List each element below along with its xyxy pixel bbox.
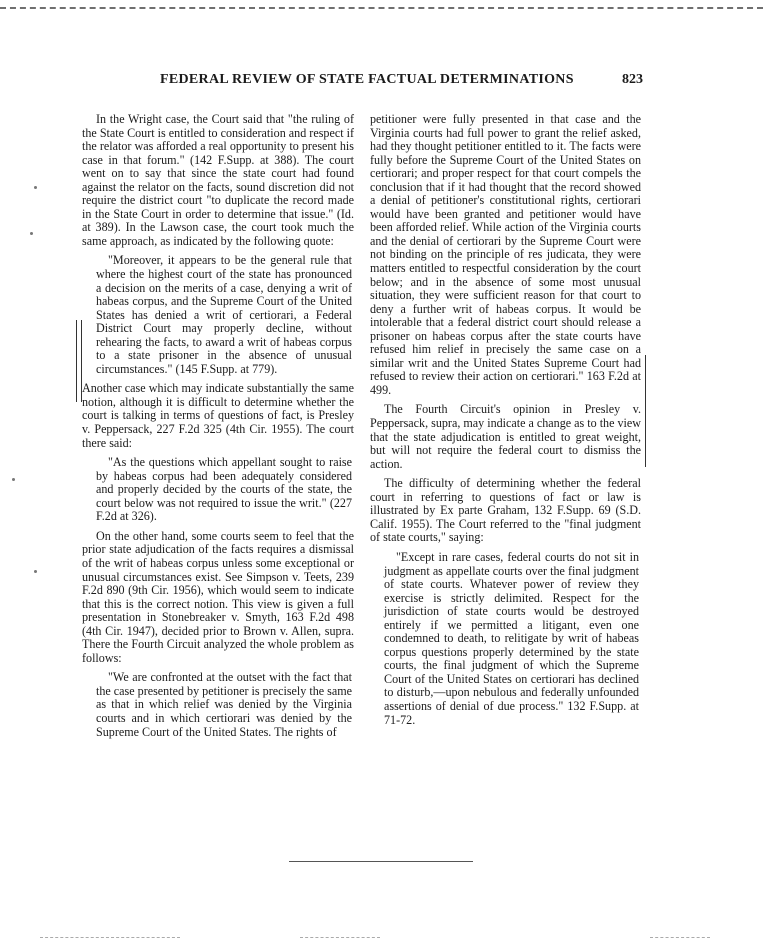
running-head: [0, 72, 763, 92]
scan-speck: [34, 570, 37, 573]
scan-footer-mark: [40, 937, 180, 938]
end-rule: [289, 861, 473, 862]
right-column: [370, 113, 641, 727]
scan-footer-mark: [650, 937, 710, 938]
paragraph-presley: Another case which may indicate substantially the same notion, although it is difficult to determine whether the court is talking in terms of questions of fact, is Presley v. Peppersack, 227 F.2d 325 (4th Cir. 1955). The court there said:: [82, 381, 354, 450]
margin-bracket-left: [76, 320, 82, 402]
paragraph-fourth-circuit: The Fourth Circuit's opinion in Presley v. Peppersack, supra, may indicate a change as to the view that the state adjudication is entitled to great weight, but will not require the federal court to dismiss the action.: [370, 402, 641, 471]
page-number: 823: [622, 72, 643, 87]
scan-top-border: [0, 7, 763, 9]
block-quote-lawson: "Moreover, it appears to be the general rule that where the highest court of the state has pronounced a decision on the merits of a case, denying a writ of habeas corpus, and the Supreme Court of the United States has denied a writ of certiorari, a Federal District Court may properly decline, without rehearing the facts, to award a writ of habeas corpus to a state prisoner in the absence of unusual circumstances." (145 F.Supp. at 779).: [96, 253, 352, 376]
paragraph-graham: The difficulty of determining whether the federal court in referring to questions of fact or law is illustrated by Ex parte Graham, 132 F.Supp. 69 (S.D. Calif. 1955). The Court referred to the "final judgment of state courts," saying:: [370, 476, 641, 545]
block-quote-presley: "As the questions which appellant sought to raise by habeas corpus had been adequately considered and properly decided by the courts of the state, the court below was not required to issue the writ." (227 F.2d at 326).: [96, 455, 352, 524]
page-title: FEDERAL REVIEW OF STATE FACTUAL DETERMINATIONS: [160, 72, 574, 87]
block-quote-stonebreaker: "We are confronted at the outset with the fact that the case presented by petitioner is precisely the same as that in which relief was denied by the Virginia courts and in which certiorari was denied by the Supreme Court of the United States. The rights of: [96, 670, 352, 739]
scan-speck: [12, 478, 15, 481]
paragraph-stonebreaker: On the other hand, some courts seem to feel that the prior state adjudication of the facts requires a dismissal of the writ of habeas corpus unless some exceptional or unusual circumstances exist. See Simpson v. Teets, 239 F.2d 890 (9th Cir. 1956), which would seem to indicate that this is the correct notion. This view is given a full presentation in Stonebreaker v. Smyth, 163 F.2d 498 (4th Cir. 1947), decided prior to Brown v. Allen, supra. There the Fourth Circuit analyzed the whole problem as follows:: [82, 528, 354, 665]
block-quote-graham: "Except in rare cases, federal courts do not sit in judgment as appellate courts over the final judgment of state courts. Whatever power of review they exercise is strictly delimited. Respect for the jurisdiction of state courts would be destroyed entirely if we permitted a litigant, even one condemned to death, to relitigate by writ of habeas corpus questions properly determined by the state courts, the final judgment of which the Supreme Court of the United States on certiorari has declined to disturb,—upon nebulous and federally unfounded assertions of denial of due process." 132 F.Supp. at 71-72.: [384, 549, 639, 727]
block-quote-stonebreaker-continued: petitioner were fully presented in that case and the Virginia courts had full power to grant the relief asked, had they thought petitioner entitled to it. The facts were fully before the Supreme Court of the United States on certiorari; and proper respect for that court compels the conclusion that if it had thought that the record showed a denial of petitioner's constitutional rights, certiorari would have been granted and petitioner would have been afforded relief. While action of the Virginia courts and the denial of certiorari by the Supreme Court were not binding on the principle of res judicata, they were matters entitled to respectful consideration by the court below; and in the absence of some most unusual situation, they were sufficient reason for that court to deny a further writ of habeas corpus. It would be intolerable that a federal district court should release a prisoner on habeas corpus after the state courts have refused him relief in precisely the same case on a similar writ and the United States Supreme Court had refused to review their action on certiorari." 163 F.2d at 499.: [370, 112, 641, 397]
scan-speck: [34, 186, 37, 189]
paragraph-wright-lawson: In the Wright case, the Court said that "the ruling of the State Court is entitled to consideration and respect if the relator was afforded a real opportunity to present his case in that forum." (142 F.Supp. at 388). The court went on to say that since the state court had found against the relator on the facts, sound discretion did not require the district court "to duplicate the record made in the State Court in order to determine that issue." (Id. at 389). In the Lawson case, the court took much the same approach, as indicated by the following quote:: [82, 112, 354, 248]
scan-footer-mark: [300, 937, 380, 938]
scan-speck: [30, 232, 33, 235]
margin-bracket-right: [641, 355, 646, 467]
left-column: [82, 113, 354, 739]
